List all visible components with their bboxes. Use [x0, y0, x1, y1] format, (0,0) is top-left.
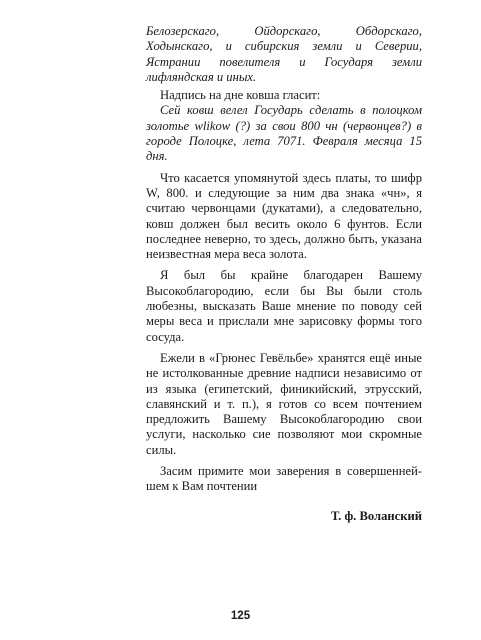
paragraph-inscription-intro: Надпись на дне ковша гласит: — [160, 88, 321, 103]
page-number: 125 — [230, 610, 251, 622]
paragraph-title-continuation: Белозерскаго, Ойдорскаго, Обдорскаго, Ходынскаго, и сибирския земли и Северии, Ястрании повелителя и Государя земли лифляндская и иных. — [146, 24, 422, 84]
paragraph-payment: Что касается упомянутой здесь платы, то шифр W, 800. и следующие за ним два знака «чн», я считаю червонцами (дукатами), а следовательно, ковш должен был весить около 6 фунтов. Если последнее неверно, то здесь, должно быть, указана неизвестная мера веса золота. — [146, 170, 422, 262]
text-block — [146, 24, 422, 524]
paragraph-inscription-quote: Сей ковш велел Государь сделать в полоцком золотье wlikow (?) за свои 800 чн (червонцев?) в городе Полоцке, лета 7071. Февраля месяца 15 дня. — [146, 103, 422, 164]
paragraph-offer: Ежели в «Грюнес Гевёльбе» хранятся ещё иные не истолкованные древние надписи независимо от из языка (египетский, финикийский, этрусский, славянский и т. п.), я готов со всем почтением предложить Вашему Высокоблагородию свои услуги, насколько сие позволяют мои скромные силы. — [146, 350, 422, 457]
signature: Т. ф. Воланский — [331, 508, 422, 523]
paragraph-closing: Засим примите мои заверения в совершенней-шем к Вам почтении — [146, 464, 422, 494]
paragraph-request: Я был бы крайне благодарен Вашему Высокоблагородию, если бы Вы были столь любезны, высказать Ваше мнение по поводу сей меры веса и прислали мне зарисовку формы того сосуда. — [146, 268, 422, 344]
